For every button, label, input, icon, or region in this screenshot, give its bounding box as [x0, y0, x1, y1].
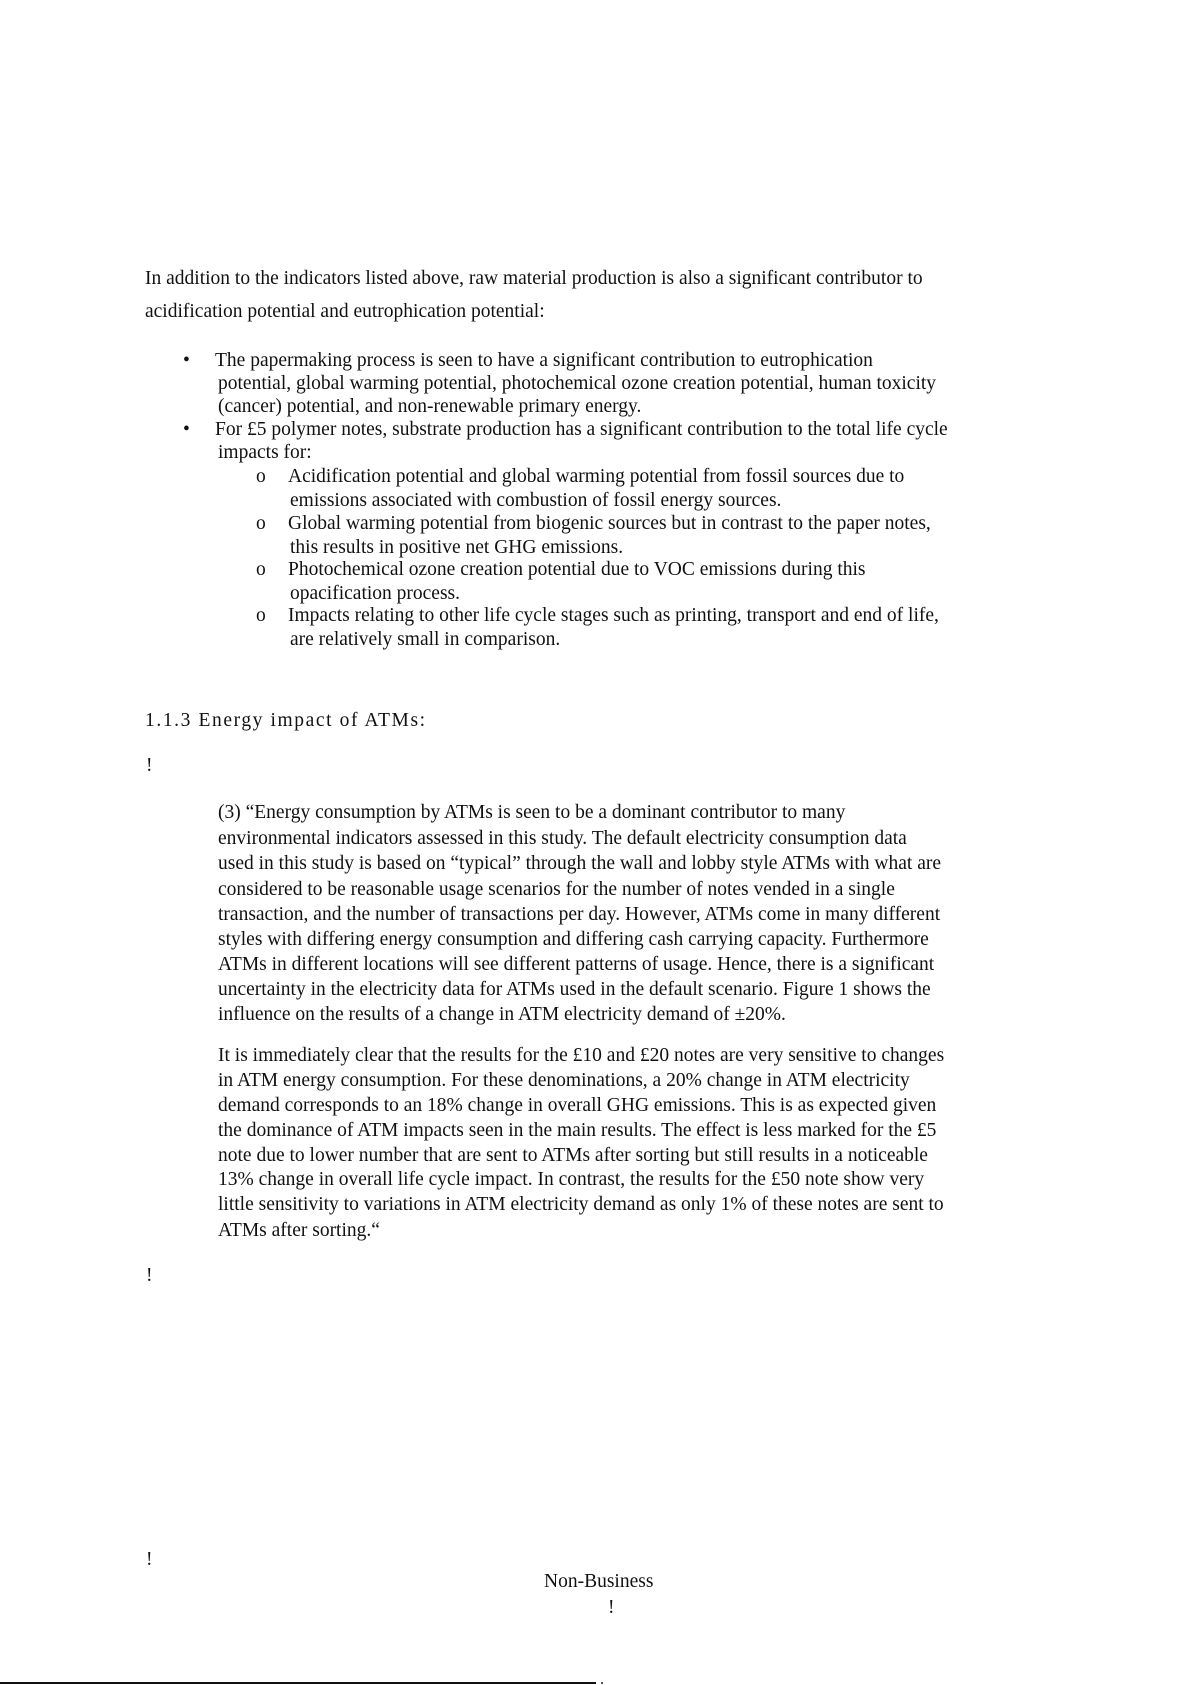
intro-line: acidification potential and eutrophication potential:: [145, 301, 545, 322]
quote-line: ATMs in different locations will see different patterns of usage. Hence, there is a significant: [218, 954, 935, 975]
bullet-marker: •: [183, 350, 190, 371]
quote-line: It is immediately clear that the results for the £10 and £20 notes are very sensitive to changes: [218, 1045, 945, 1066]
sub-bullet-text: Acidification potential and global warming potential from fossil sources due to: [288, 466, 905, 487]
quote-line: ATMs after sorting.“: [218, 1220, 380, 1241]
bottom-dot: [601, 1682, 603, 1684]
quote-line: used in this study is based on “typical” through the wall and lobby style ATMs with what are: [218, 853, 942, 874]
sub-bullet-marker: o: [256, 466, 266, 487]
sub-bullet-text: Global warming potential from biogenic sources but in contrast to the paper notes,: [288, 513, 931, 534]
sub-bullet-text: this results in positive net GHG emissions.: [290, 537, 624, 558]
sub-bullet-text: are relatively small in comparison.: [290, 629, 561, 650]
quote-line: uncertainty in the electricity data for ATMs used in the default scenario. Figure 1 shows the: [218, 979, 931, 1000]
quote-line: 13% change in overall life cycle impact. In contrast, the results for the £50 note show very: [218, 1169, 925, 1190]
quote-line: styles with differing energy consumption and differing cash carrying capacity. Furthermore: [218, 929, 929, 950]
quote-line: in ATM energy consumption. For these denominations, a 20% change in ATM electricity: [218, 1070, 910, 1091]
sub-bullet-text: emissions associated with combustion of fossil energy sources.: [290, 490, 782, 511]
quote-line: (3) “Energy consumption by ATMs is seen to be a dominant contributor to many: [218, 802, 846, 823]
footer-classification: Non-Business: [544, 1571, 654, 1592]
sub-bullet-text: Impacts relating to other life cycle stages such as printing, transport and end of life,: [288, 605, 939, 626]
sub-bullet-marker: o: [256, 605, 266, 626]
sub-bullet-marker: o: [256, 559, 266, 580]
sub-bullet-text: opacification process.: [290, 583, 461, 604]
quote-line: environmental indicators assessed in this study. The default electricity consumption data: [218, 828, 907, 849]
sub-bullet-text: Photochemical ozone creation potential due to VOC emissions during this: [288, 559, 866, 580]
bullet-text: (cancer) potential, and non-renewable primary energy.: [218, 396, 642, 417]
quote-line: the dominance of ATM impacts seen in the main results. The effect is less marked for the £5: [218, 1120, 937, 1141]
quote-line: transaction, and the number of transactions per day. However, ATMs come in many different: [218, 904, 941, 925]
quote-line: demand corresponds to an 18% change in overall GHG emissions. This is as expected given: [218, 1095, 937, 1116]
placeholder-mark: !: [608, 1597, 615, 1618]
bullet-marker: •: [183, 419, 190, 440]
placeholder-mark: !: [146, 755, 153, 776]
quote-line: little sensitivity to variations in ATM electricity demand as only 1% of these notes are sent to: [218, 1194, 944, 1215]
bullet-text: For £5 polymer notes, substrate production has a significant contribution to the total life cycle: [215, 419, 948, 440]
intro-line: In addition to the indicators listed above, raw material production is also a significant contributor to: [145, 268, 923, 289]
quote-line: influence on the results of a change in ATM electricity demand of ±20%.: [218, 1004, 786, 1025]
quote-line: considered to be reasonable usage scenarios for the number of notes vended in a single: [218, 879, 895, 900]
quote-line: note due to lower number that are sent to ATMs after sorting but still results in a noticeable: [218, 1145, 928, 1166]
bullet-text: potential, global warming potential, photochemical ozone creation potential, human toxicity: [218, 373, 937, 394]
placeholder-mark: !: [146, 1265, 153, 1286]
section-heading: 1.1.3 Energy impact of ATMs:: [145, 710, 427, 731]
sub-bullet-marker: o: [256, 513, 266, 534]
bullet-text: impacts for:: [218, 442, 312, 463]
bullet-text: The papermaking process is seen to have a significant contribution to eutrophication: [215, 350, 873, 371]
bottom-rule: [0, 1682, 596, 1684]
placeholder-mark: !: [146, 1549, 153, 1570]
